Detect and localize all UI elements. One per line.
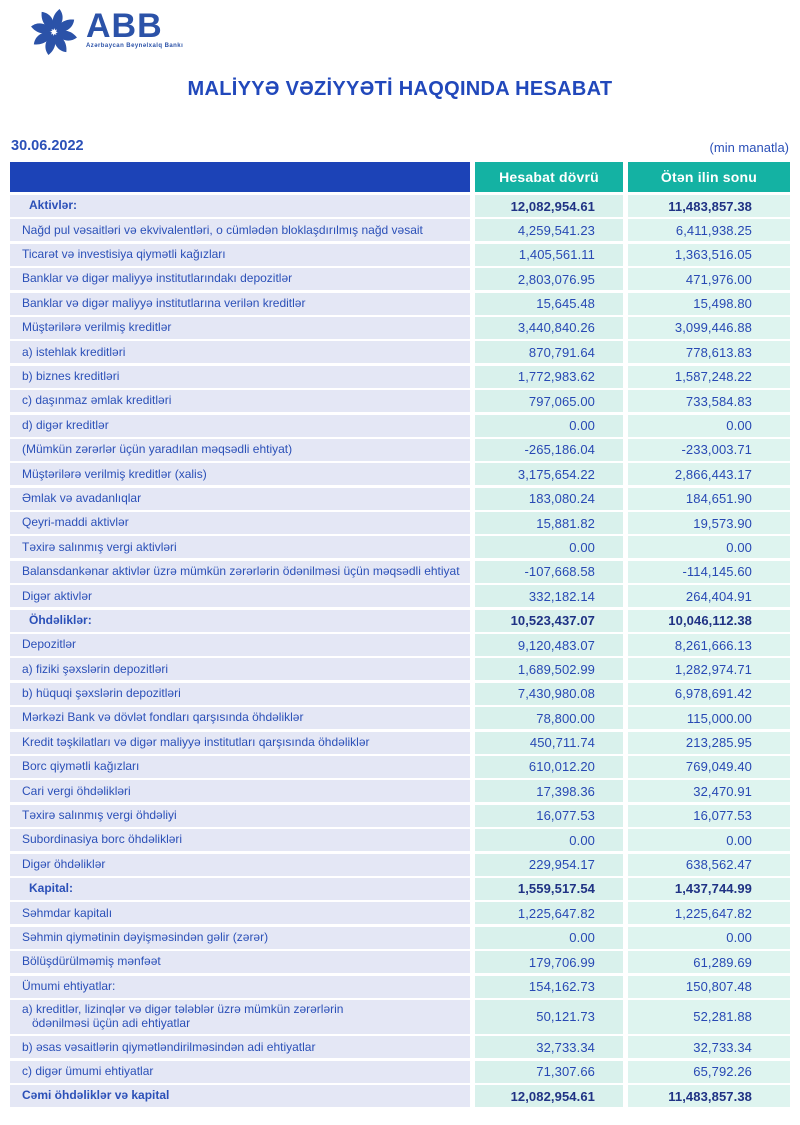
row-value-previous: 6,978,691.42 bbox=[628, 683, 790, 705]
row-value-current: 12,082,954.61 bbox=[475, 195, 623, 217]
table-header-label-band bbox=[10, 162, 470, 192]
table-row bbox=[10, 341, 790, 363]
table-header-row bbox=[10, 162, 790, 192]
row-value-current: 0.00 bbox=[475, 927, 623, 949]
row-value-current: 16,077.53 bbox=[475, 805, 623, 827]
row-label: Bölüşdürülməmiş mənfəət bbox=[10, 951, 470, 973]
row-label: Aktivlər: bbox=[10, 195, 470, 217]
row-value-previous: 19,573.90 bbox=[628, 512, 790, 534]
table-row bbox=[10, 195, 790, 217]
row-value-previous: 769,049.40 bbox=[628, 756, 790, 778]
row-value-current: 1,405,561.11 bbox=[475, 244, 623, 266]
row-label: Digər öhdəliklər bbox=[10, 854, 470, 876]
row-value-current: 870,791.64 bbox=[475, 341, 623, 363]
table-row bbox=[10, 683, 790, 705]
row-value-previous: 778,613.83 bbox=[628, 341, 790, 363]
row-label: a) istehlak kreditləri bbox=[10, 341, 470, 363]
row-label: Banklar və digər maliyyə institutlarına verilən kreditlər bbox=[10, 293, 470, 315]
table-row bbox=[10, 219, 790, 241]
row-value-current: 610,012.20 bbox=[475, 756, 623, 778]
table-row bbox=[10, 658, 790, 680]
table-row bbox=[10, 1061, 790, 1083]
row-value-previous: 8,261,666.13 bbox=[628, 634, 790, 656]
row-value-current: 154,162.73 bbox=[475, 976, 623, 998]
row-value-previous: 32,733.34 bbox=[628, 1036, 790, 1058]
row-value-previous: 61,289.69 bbox=[628, 951, 790, 973]
row-value-current: 332,182.14 bbox=[475, 585, 623, 607]
row-label: Təxirə salınmış vergi öhdəliyi bbox=[10, 805, 470, 827]
table-row bbox=[10, 805, 790, 827]
row-value-current: 1,559,517.54 bbox=[475, 878, 623, 900]
unit-note: (min manatla) bbox=[709, 140, 789, 155]
row-label: b) əsas vəsaitlərin qiymətləndirilməsindən adi ehtiyatlar bbox=[10, 1036, 470, 1058]
table-row bbox=[10, 1036, 790, 1058]
table-row bbox=[10, 512, 790, 534]
row-label: (Mümkün zərərlər üçün yaradılan məqsədli ehtiyat) bbox=[10, 439, 470, 461]
row-value-current: 1,772,983.62 bbox=[475, 366, 623, 388]
table-row bbox=[10, 439, 790, 461]
brand-logo bbox=[26, 4, 183, 60]
row-label: Cəmi öhdəliklər və kapital bbox=[10, 1085, 470, 1107]
row-label: Cari vergi öhdəlikləri bbox=[10, 780, 470, 802]
row-value-current: 78,800.00 bbox=[475, 707, 623, 729]
table-row bbox=[10, 1000, 790, 1034]
table-row bbox=[10, 951, 790, 973]
table-row bbox=[10, 878, 790, 900]
row-value-current: 1,689,502.99 bbox=[475, 658, 623, 680]
row-label: Depozitlər bbox=[10, 634, 470, 656]
row-label: a) fiziki şəxslərin depozitləri bbox=[10, 658, 470, 680]
row-value-previous: 471,976.00 bbox=[628, 268, 790, 290]
brand-tagline: Azərbaycan Beynəlxalq Bankı bbox=[86, 43, 184, 49]
table-row bbox=[10, 829, 790, 851]
row-label: Nağd pul vəsaitləri və ekvivalentləri, o cümlədən bloklaşdırılmış nağd vəsait bbox=[10, 219, 470, 241]
row-value-previous: 0.00 bbox=[628, 415, 790, 437]
table-row bbox=[10, 536, 790, 558]
row-value-current: 2,803,076.95 bbox=[475, 268, 623, 290]
row-label: b) biznes kreditləri bbox=[10, 366, 470, 388]
row-value-current: 15,881.82 bbox=[475, 512, 623, 534]
row-value-previous: 1,225,647.82 bbox=[628, 902, 790, 924]
row-label: c) digər ümumi ehtiyatlar bbox=[10, 1061, 470, 1083]
row-value-previous: 32,470.91 bbox=[628, 780, 790, 802]
abb-pinwheel-icon bbox=[26, 4, 82, 60]
row-label: Kredit təşkilatları və digər maliyyə institutları qarşısında öhdəliklər bbox=[10, 732, 470, 754]
table-row bbox=[10, 585, 790, 607]
row-value-previous: 15,498.80 bbox=[628, 293, 790, 315]
row-value-current: 10,523,437.07 bbox=[475, 610, 623, 632]
brand-name: ABB bbox=[86, 7, 163, 45]
row-label: Səhmin qiymətinin dəyişməsindən gəlir (zərər) bbox=[10, 927, 470, 949]
row-value-previous: 65,792.26 bbox=[628, 1061, 790, 1083]
table-body bbox=[10, 195, 790, 1107]
row-value-current: 9,120,483.07 bbox=[475, 634, 623, 656]
table-row bbox=[10, 293, 790, 315]
row-value-previous: 2,866,443.17 bbox=[628, 463, 790, 485]
table-header-previous-year-end: Ötən ilin sonu bbox=[628, 162, 790, 192]
table-row bbox=[10, 927, 790, 949]
row-value-previous: 16,077.53 bbox=[628, 805, 790, 827]
row-label: Müştərilərə verilmiş kreditlər bbox=[10, 317, 470, 339]
row-label: c) daşınmaz əmlak kreditləri bbox=[10, 390, 470, 412]
table-row bbox=[10, 561, 790, 583]
row-value-current: 797,065.00 bbox=[475, 390, 623, 412]
row-label: a) kreditlər, lizinqlər və digər tələblər üzrə mümkün zərərlərin ödənilməsi üçün adi ehtiyatlar bbox=[10, 1000, 470, 1034]
row-label: Mərkəzi Bank və dövlət fondları qarşısında öhdəliklər bbox=[10, 707, 470, 729]
table-row bbox=[10, 976, 790, 998]
row-value-current: 71,307.66 bbox=[475, 1061, 623, 1083]
table-row bbox=[10, 756, 790, 778]
row-label: b) hüquqi şəxslərin depozitləri bbox=[10, 683, 470, 705]
page-title: MALİYYƏ VƏZİYYƏTİ HAQQINDA HESABAT bbox=[187, 78, 613, 100]
row-label: Digər aktivlər bbox=[10, 585, 470, 607]
row-value-previous: -114,145.60 bbox=[628, 561, 790, 583]
table-row bbox=[10, 707, 790, 729]
table-row bbox=[10, 390, 790, 412]
row-value-previous: 11,483,857.38 bbox=[628, 195, 790, 217]
row-value-previous: 638,562.47 bbox=[628, 854, 790, 876]
row-label: Subordinasiya borc öhdəlikləri bbox=[10, 829, 470, 851]
row-value-current: 3,440,840.26 bbox=[475, 317, 623, 339]
row-value-current: -107,668.58 bbox=[475, 561, 623, 583]
row-label: Banklar və digər maliyyə institutlarındakı depozitlər bbox=[10, 268, 470, 290]
table-row bbox=[10, 317, 790, 339]
row-value-previous: 10,046,112.38 bbox=[628, 610, 790, 632]
table-row bbox=[10, 415, 790, 437]
row-value-previous: 184,651.90 bbox=[628, 488, 790, 510]
row-label: Ümumi ehtiyatlar: bbox=[10, 976, 470, 998]
row-label: Səhmdar kapitalı bbox=[10, 902, 470, 924]
table-row bbox=[10, 854, 790, 876]
row-value-current: 4,259,541.23 bbox=[475, 219, 623, 241]
row-value-current: 183,080.24 bbox=[475, 488, 623, 510]
row-value-current: 450,711.74 bbox=[475, 732, 623, 754]
row-label: Müştərilərə verilmiş kreditlər (xalis) bbox=[10, 463, 470, 485]
table-row bbox=[10, 268, 790, 290]
row-value-current: 17,398.36 bbox=[475, 780, 623, 802]
table-header-current-period: Hesabat dövrü bbox=[475, 162, 623, 192]
row-value-current: 3,175,654.22 bbox=[475, 463, 623, 485]
financial-position-table bbox=[10, 162, 790, 1109]
row-label: Öhdəliklər: bbox=[10, 610, 470, 632]
row-value-previous: 1,437,744.99 bbox=[628, 878, 790, 900]
row-value-current: 229,954.17 bbox=[475, 854, 623, 876]
table-row bbox=[10, 488, 790, 510]
row-value-previous: 264,404.91 bbox=[628, 585, 790, 607]
table-row bbox=[10, 463, 790, 485]
table-row bbox=[10, 902, 790, 924]
table-row bbox=[10, 610, 790, 632]
row-value-current: -265,186.04 bbox=[475, 439, 623, 461]
row-value-previous: 150,807.48 bbox=[628, 976, 790, 998]
row-value-previous: 213,285.95 bbox=[628, 732, 790, 754]
row-value-current: 50,121.73 bbox=[475, 1000, 623, 1034]
row-value-previous: 0.00 bbox=[628, 927, 790, 949]
report-date: 30.06.2022 bbox=[11, 138, 84, 154]
row-label: Əmlak və avadanlıqlar bbox=[10, 488, 470, 510]
row-value-current: 0.00 bbox=[475, 415, 623, 437]
row-value-previous: 733,584.83 bbox=[628, 390, 790, 412]
table-row bbox=[10, 366, 790, 388]
row-value-current: 179,706.99 bbox=[475, 951, 623, 973]
row-label: Kapital: bbox=[10, 878, 470, 900]
row-value-current: 7,430,980.08 bbox=[475, 683, 623, 705]
row-value-previous: 1,282,974.71 bbox=[628, 658, 790, 680]
row-value-current: 0.00 bbox=[475, 829, 623, 851]
row-value-previous: 52,281.88 bbox=[628, 1000, 790, 1034]
table-row bbox=[10, 634, 790, 656]
row-value-previous: 0.00 bbox=[628, 536, 790, 558]
table-row bbox=[10, 732, 790, 754]
row-value-previous: 3,099,446.88 bbox=[628, 317, 790, 339]
row-label: Balansdankənar aktivlər üzrə mümkün zərərlərin ödənilməsi üçün məqsədli ehtiyat bbox=[10, 561, 470, 583]
row-value-previous: 6,411,938.25 bbox=[628, 219, 790, 241]
row-value-previous: 1,587,248.22 bbox=[628, 366, 790, 388]
row-label: Qeyri-maddi aktivlər bbox=[10, 512, 470, 534]
row-label: Borc qiymətli kağızları bbox=[10, 756, 470, 778]
row-label: d) digər kreditlər bbox=[10, 415, 470, 437]
table-row bbox=[10, 780, 790, 802]
row-value-current: 32,733.34 bbox=[475, 1036, 623, 1058]
row-value-previous: 0.00 bbox=[628, 829, 790, 851]
row-value-current: 1,225,647.82 bbox=[475, 902, 623, 924]
row-label: Təxirə salınmış vergi aktivləri bbox=[10, 536, 470, 558]
row-value-current: 0.00 bbox=[475, 536, 623, 558]
row-label: Ticarət və investisiya qiymətli kağızları bbox=[10, 244, 470, 266]
row-value-previous: 11,483,857.38 bbox=[628, 1085, 790, 1107]
table-row bbox=[10, 244, 790, 266]
row-value-previous: 115,000.00 bbox=[628, 707, 790, 729]
row-value-current: 15,645.48 bbox=[475, 293, 623, 315]
row-value-previous: -233,003.71 bbox=[628, 439, 790, 461]
table-row bbox=[10, 1085, 790, 1107]
row-value-current: 12,082,954.61 bbox=[475, 1085, 623, 1107]
row-value-previous: 1,363,516.05 bbox=[628, 244, 790, 266]
